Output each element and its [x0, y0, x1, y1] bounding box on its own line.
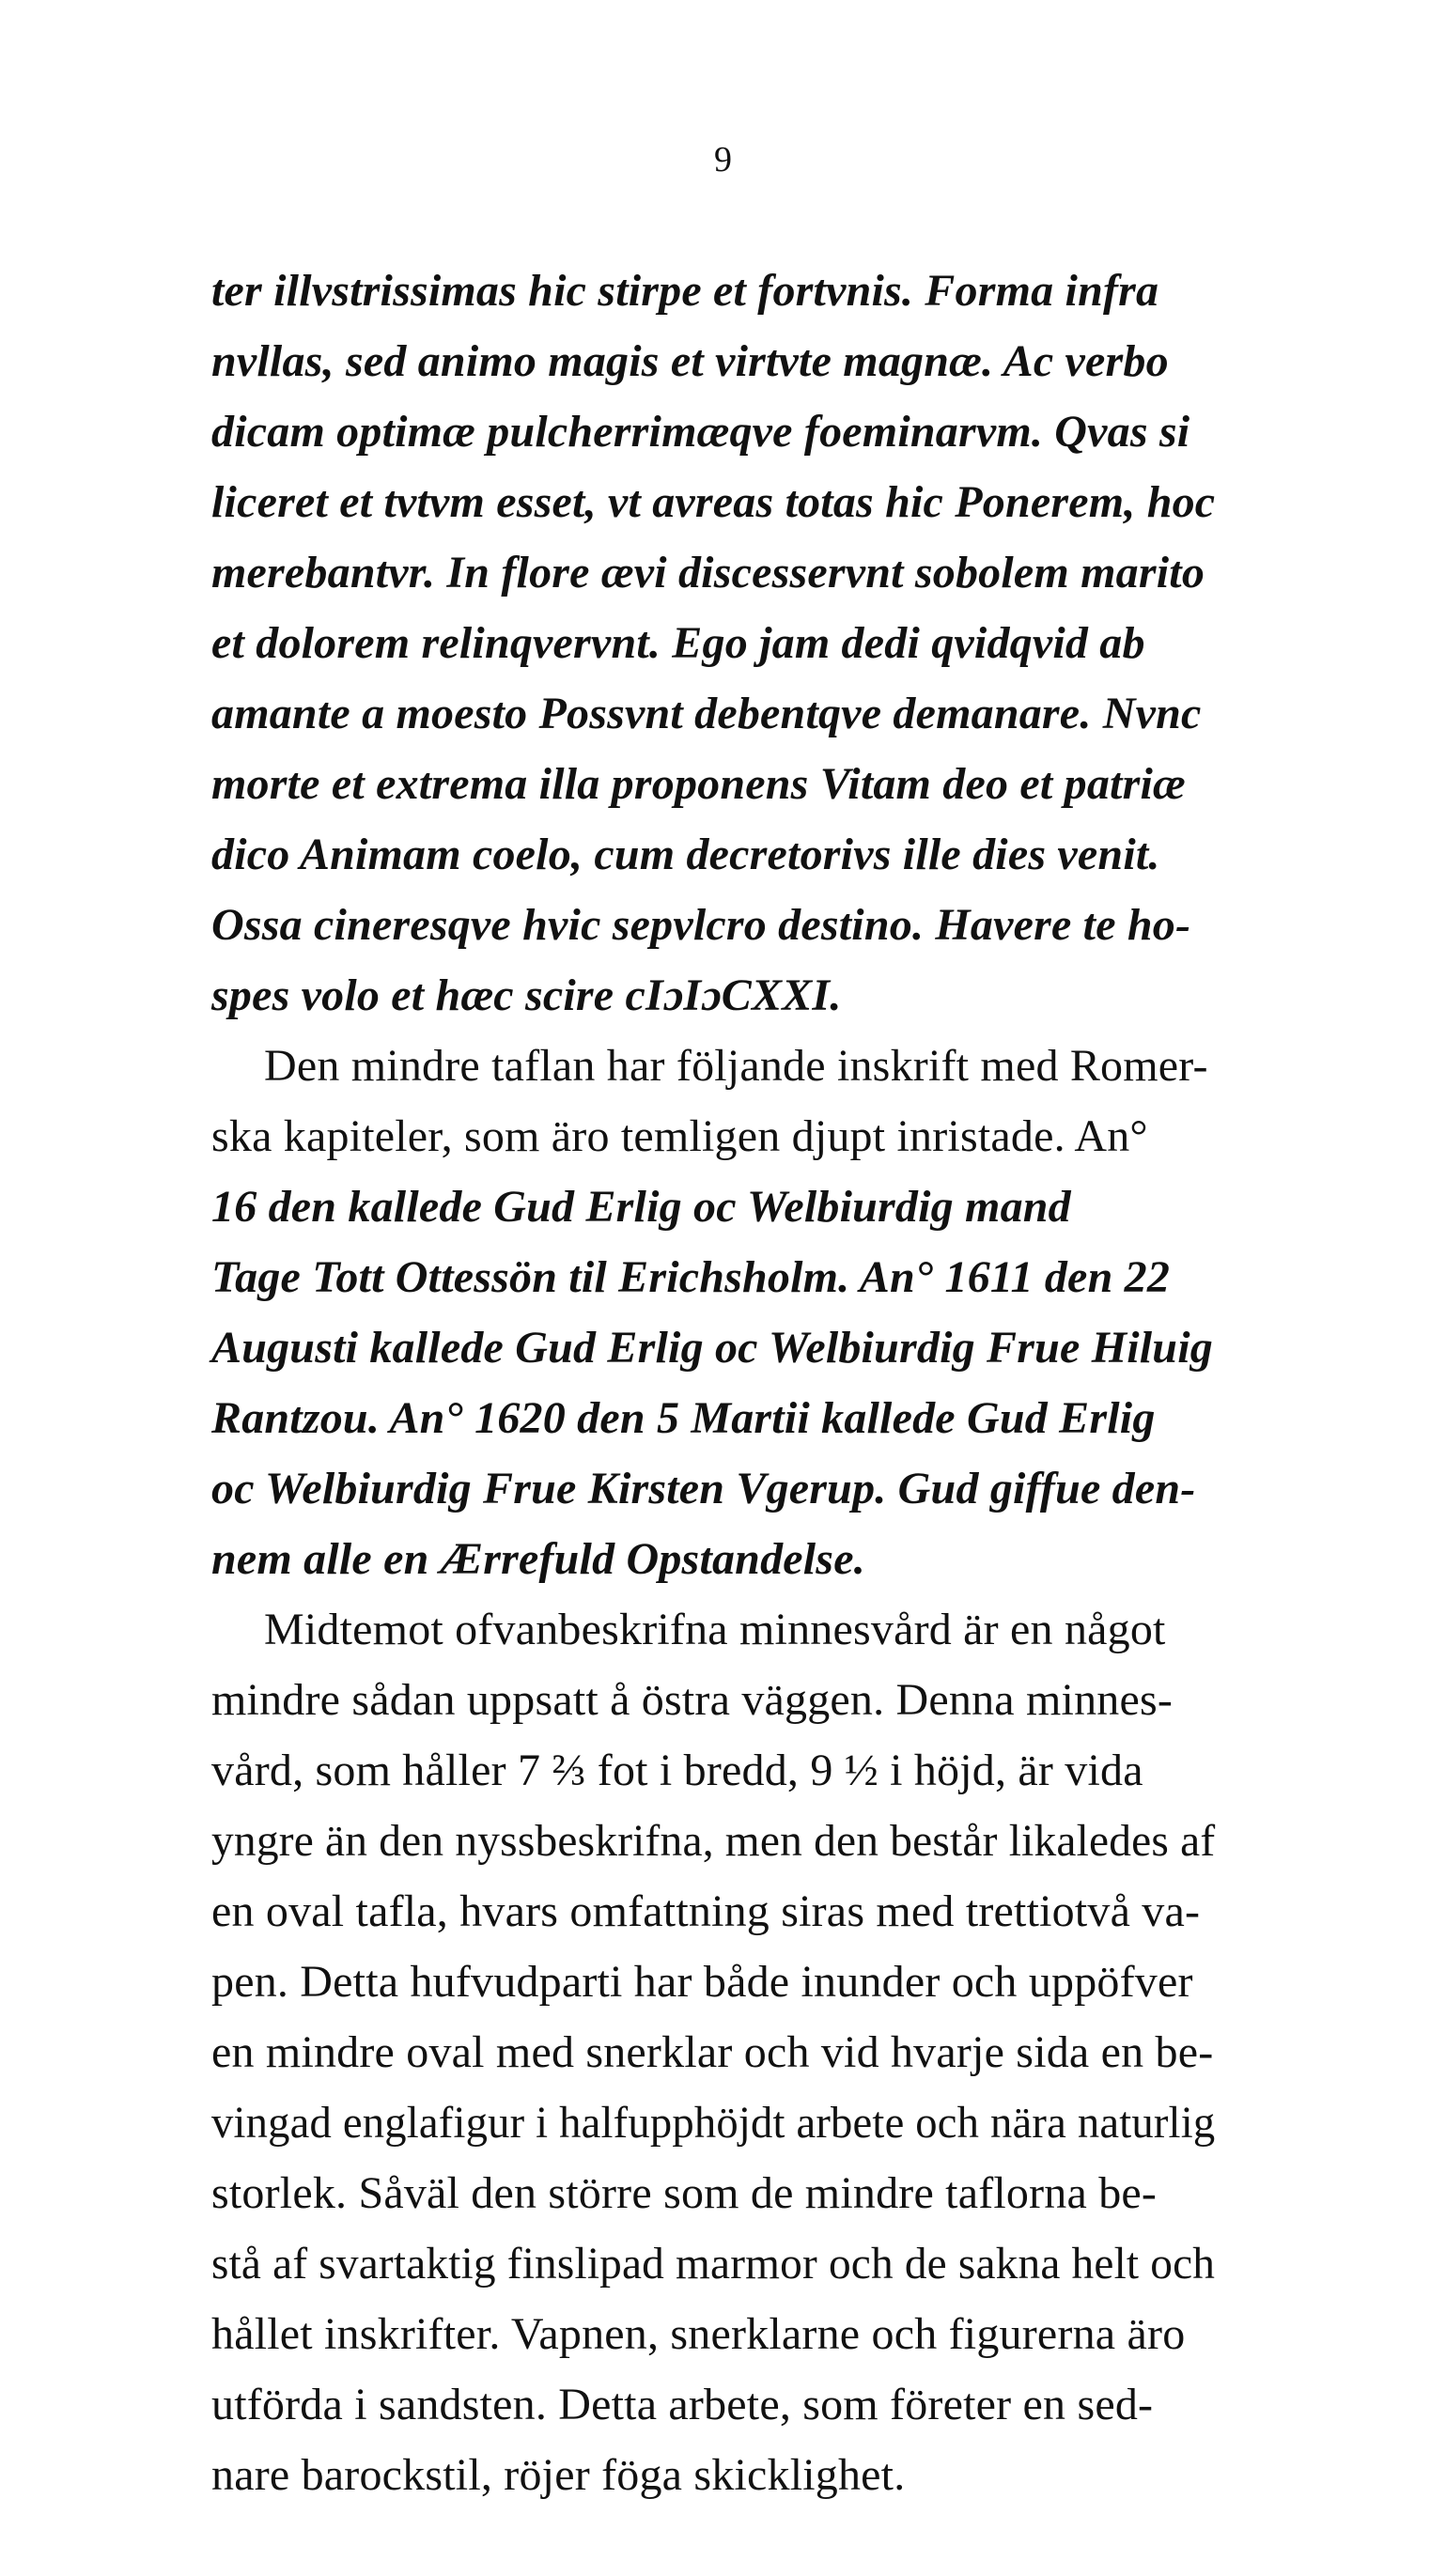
text-line: Ossa cineresqve hvic sepvlcro destino. Havere te ho-	[211, 900, 1191, 950]
text-line: Midtemot ofvanbeskrifna minnesvård är en något	[264, 1605, 1166, 1654]
text-line: 16 den kallede Gud Erlig oc Welbiurdig mand	[211, 1182, 1071, 1232]
text-line: vingad englafigur i halfupphöjdt arbete och nära naturlig	[211, 2098, 1216, 2148]
text-line: nem alle en Ærrefuld Opstandelse.	[211, 1534, 865, 1584]
text-line: spes volo et hæc scire cIɔIɔCXXI.	[211, 970, 842, 1020]
text-line: morte et extrema illa proponens Vitam deo et patriæ	[211, 759, 1186, 809]
text-line: Augusti kallede Gud Erlig oc Welbiurdig Frue Hiluig	[211, 1323, 1213, 1373]
text-line: et dolorem relinqvervnt. Ego jam dedi qvidqvid ab	[211, 618, 1145, 668]
text-line: en mindre oval med snerklar och vid hvarje sida en be-	[211, 2027, 1214, 2077]
page-number: 9	[714, 140, 732, 179]
body-text	[211, 256, 1215, 2510]
text-line: vård, som håller 7 ⅔ fot i bredd, 9 ½ i höjd, är vida	[211, 1746, 1143, 1795]
text-line: Tage Tott Ottessön til Erichsholm. An° 1611 den 22	[211, 1252, 1171, 1302]
text-line: mindre sådan uppsatt å östra väggen. Denna minnes-	[211, 1675, 1174, 1725]
text-line: yngre än den nyssbeskrifna, men den består likaledes af	[211, 1816, 1216, 1866]
text-line: en oval tafla, hvars omfattning siras med trettiotvå va-	[211, 1886, 1201, 1936]
text-line: oc Welbiurdig Frue Kirsten Vgerup. Gud giffue den-	[211, 1464, 1196, 1513]
text-line: storlek. Såväl den större som de mindre taflorna be-	[211, 2168, 1158, 2218]
text-line: hållet inskrifter. Vapnen, snerklarne och figurerna äro	[211, 2309, 1186, 2359]
text-line: Den mindre taflan har följande inskrift med Romer-	[264, 1041, 1208, 1091]
text-line: stå af svartaktig finslipad marmor och de sakna helt och	[211, 2239, 1216, 2289]
text-line: amante a moesto Possvnt debentqve demanare. Nvnc	[211, 689, 1202, 738]
text-line: ter illvstrissimas hic stirpe et fortvnis. Forma infra	[211, 266, 1159, 316]
text-line: ska kapiteler, som äro temligen djupt inristade. An°	[211, 1111, 1148, 1161]
text-line: dicam optimæ pulcherrimæqve foeminarvm. Qvas si	[211, 407, 1190, 457]
text-line: dico Animam coelo, cum decretorivs ille dies venit.	[211, 830, 1160, 879]
text-line: nare barockstil, röjer föga skicklighet.	[211, 2450, 906, 2500]
text-line: merebantvr. In flore ævi discesservnt sobolem marito	[211, 548, 1205, 597]
text-line: pen. Detta hufvudparti har både inunder och uppöfver	[211, 1957, 1193, 2007]
text-line: liceret et tvtvm esset, vt avreas totas hic Ponerem, hoc	[211, 477, 1216, 527]
text-line: Rantzou. An° 1620 den 5 Martii kallede Gud Erlig	[211, 1393, 1156, 1443]
text-line: utförda i sandsten. Detta arbete, som företer en sed-	[211, 2380, 1154, 2429]
text-line: nvllas, sed animo magis et virtvte magnæ. Ac verbo	[211, 336, 1169, 386]
